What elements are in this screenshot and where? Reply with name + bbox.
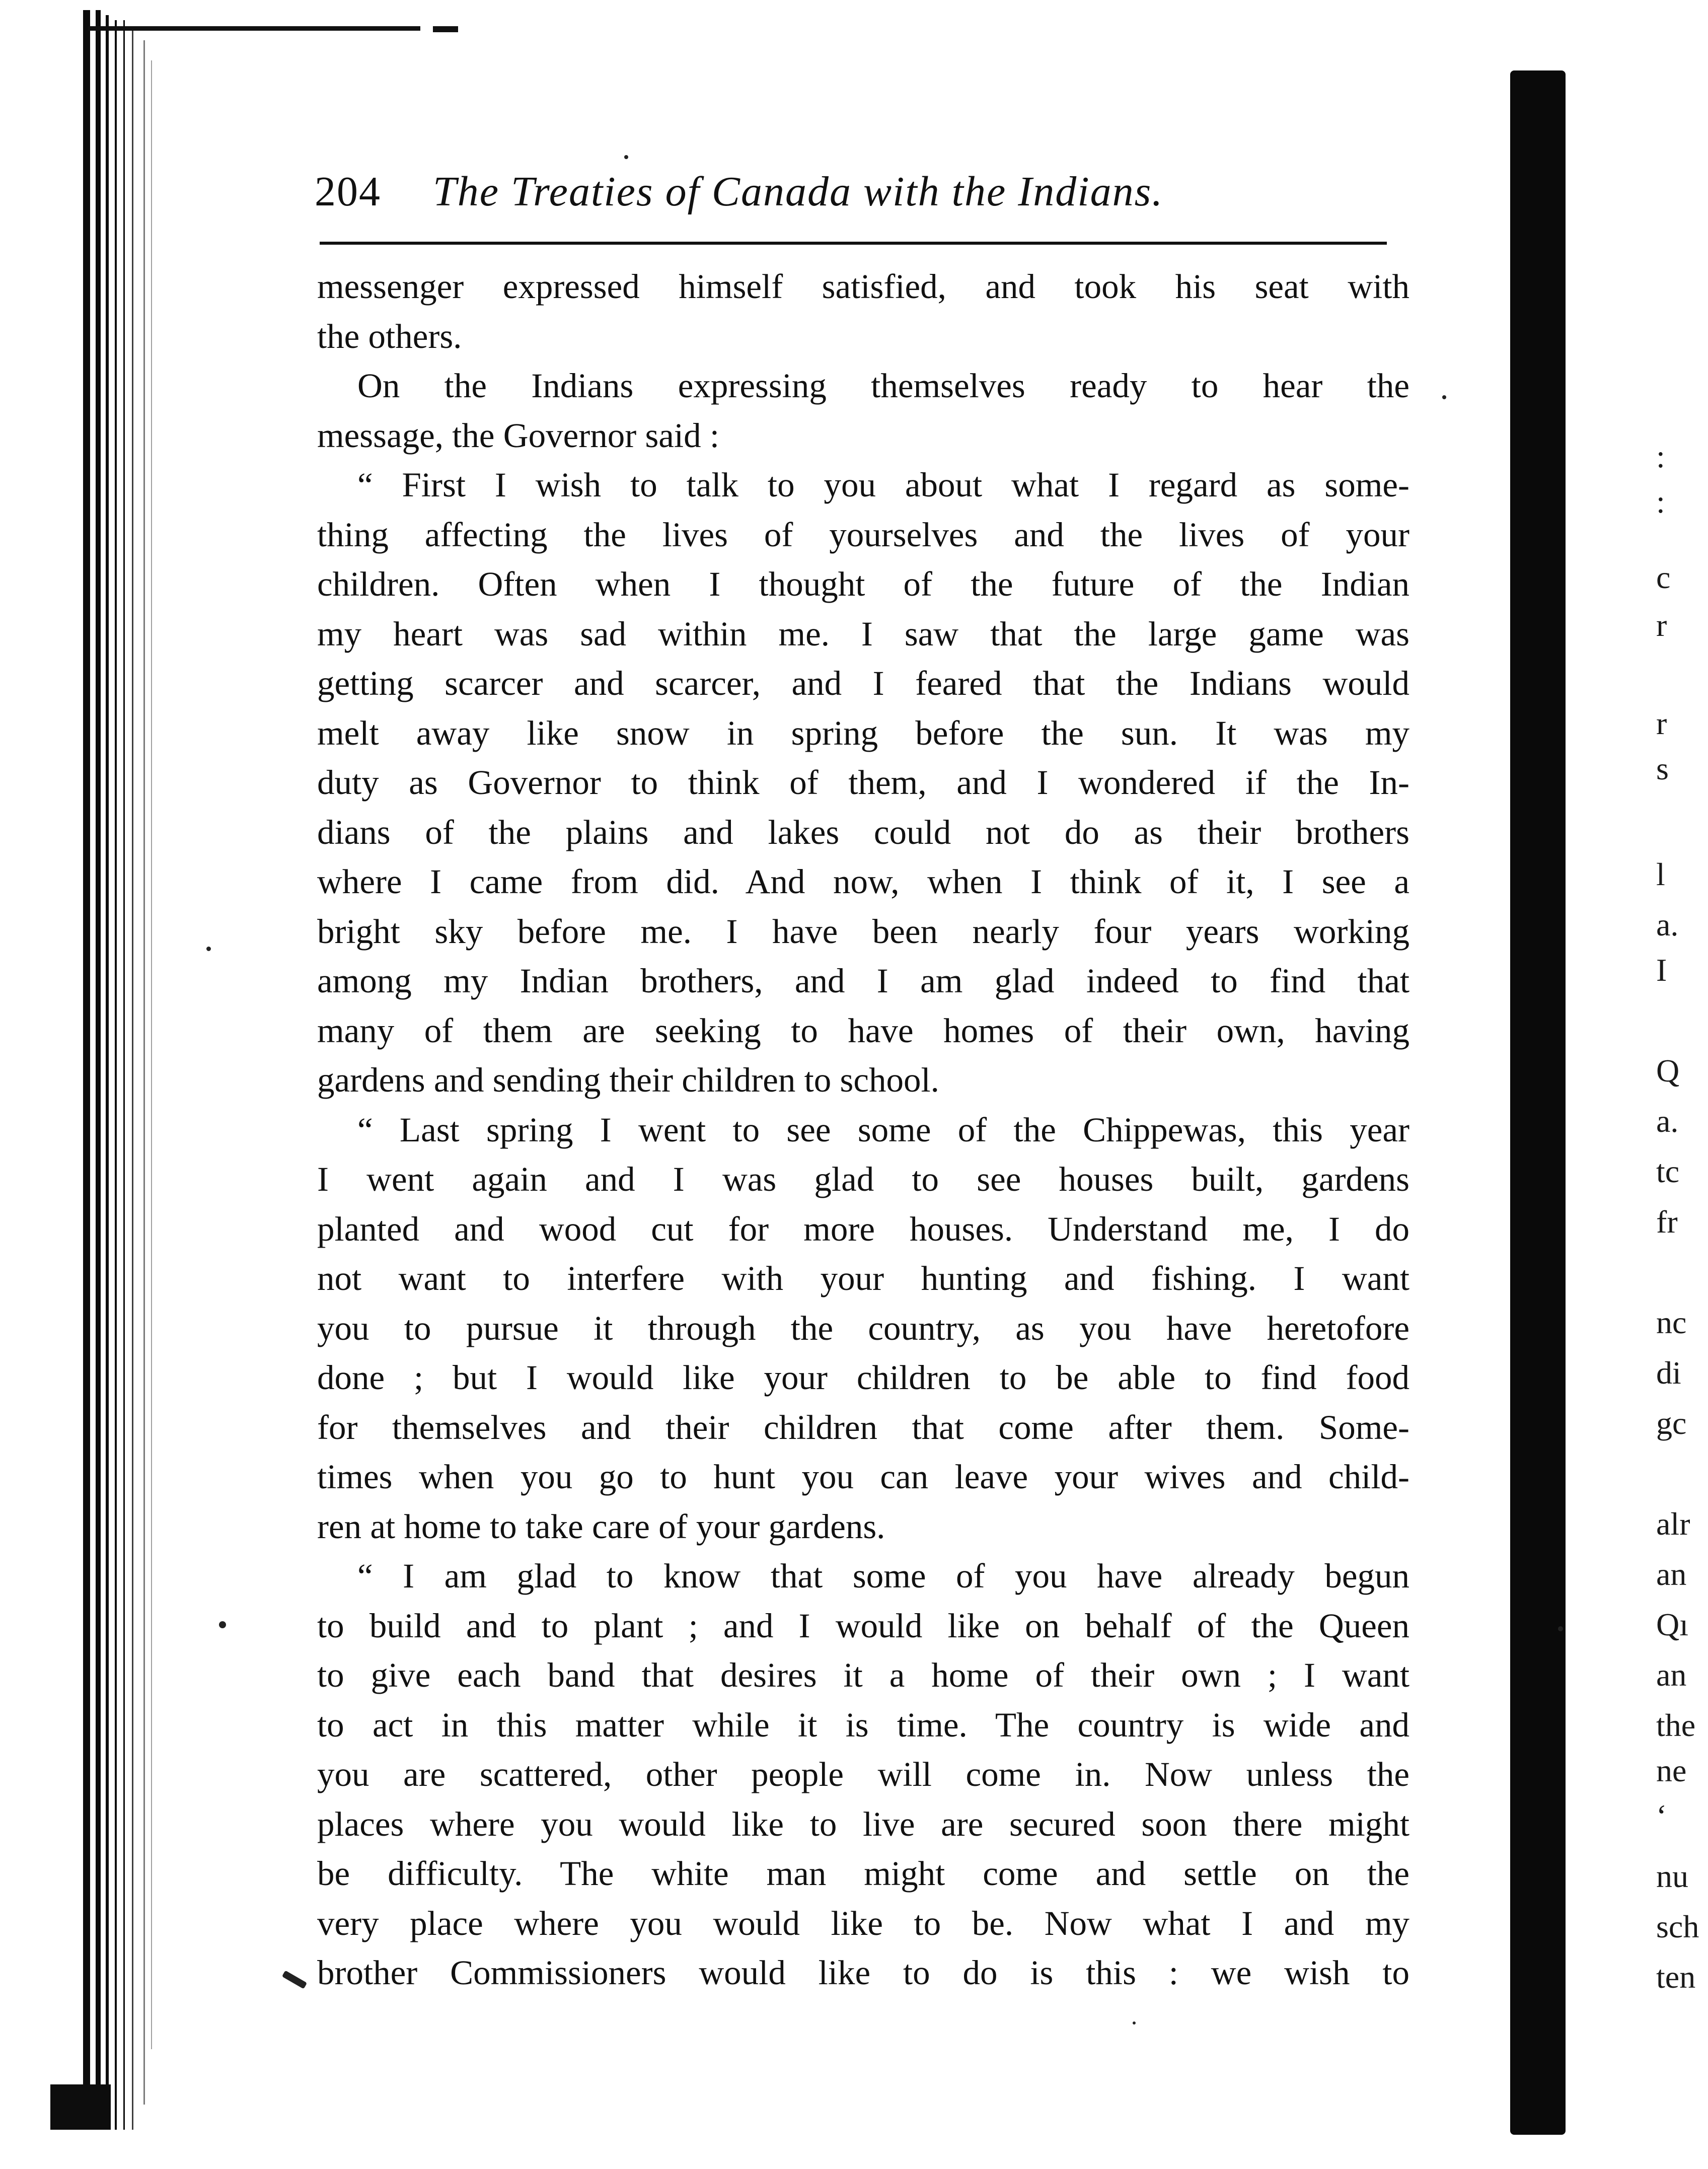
text-line: melt away like snow in spring before the sun. It was my <box>317 713 1409 752</box>
facing-fragment: c <box>1656 559 1671 595</box>
text-line: not want to interfere with your hunting and fishing. I want <box>317 1259 1409 1297</box>
text-line: you to pursue it through the country, as you have heretofore <box>317 1309 1409 1347</box>
facing-fragment: ten <box>1656 1959 1696 1995</box>
facing-fragment: alr <box>1656 1506 1690 1542</box>
facing-fragment: gc <box>1656 1405 1687 1441</box>
header-rule <box>320 242 1387 245</box>
text-line: planted and wood cut for more houses. Understand me, I do <box>317 1209 1409 1248</box>
facing-fragment: di <box>1656 1355 1681 1391</box>
facing-fragment: sch <box>1656 1909 1699 1944</box>
facing-fragment: ne <box>1656 1753 1687 1788</box>
text-line: to give each band that desires it a home of their own ; I want <box>317 1656 1409 1694</box>
text-line: getting scarcer and scarcer, and I feared that the Indians would <box>317 664 1409 702</box>
scan-speck <box>1442 395 1446 399</box>
text-line: I went again and I was glad to see houses built, gardens <box>317 1160 1409 1198</box>
text-line: among my Indian brothers, and I am glad indeed to find that <box>317 962 1409 1000</box>
right-page-edge <box>1510 70 1566 2135</box>
text-line: message, the Governor said : <box>317 416 720 455</box>
facing-fragment: nu <box>1656 1858 1688 1894</box>
scan-top-tick <box>433 26 458 32</box>
text-line: children. Often when I thought of the future of the Indian <box>317 565 1409 603</box>
body-text <box>317 262 1409 1998</box>
scan-speck <box>282 1970 307 1989</box>
text-line: for themselves and their children that come after them. Some- <box>317 1408 1409 1447</box>
paragraph-start-line: “ Last spring I went to see some of the Chippewas, this year <box>357 1110 1409 1149</box>
text-line: the others. <box>317 317 462 355</box>
text-line: you are scattered, other people will come in. Now unless the <box>317 1755 1409 1793</box>
scan-speck <box>206 947 211 951</box>
facing-fragment: : <box>1656 439 1665 474</box>
facing-fragment: a. <box>1656 1103 1679 1139</box>
scan-top-rule <box>88 26 420 31</box>
text-line: very place where you would like to be. Now what I and my <box>317 1904 1409 1942</box>
text-line: messenger expressed himself satisfied, and took his seat with <box>317 267 1409 306</box>
text-line: to act in this matter while it is time. The country is wide and <box>317 1705 1409 1744</box>
paragraph-start-line: “ I am glad to know that some of you have already begun <box>357 1557 1409 1595</box>
text-line: duty as Governor to think of them, and I wondered if the In- <box>317 763 1409 802</box>
text-line: bright sky before me. I have been nearly four years working <box>317 912 1409 951</box>
text-line: be difficulty. The white man might come and settle on the <box>317 1854 1409 1893</box>
text-line: many of them are seeking to have homes of their own, having <box>317 1011 1409 1050</box>
facing-fragment: l <box>1656 856 1665 892</box>
text-line: thing affecting the lives of yourselves and the lives of your <box>317 515 1409 554</box>
facing-fragment: fr <box>1656 1204 1678 1240</box>
scan-speck <box>624 155 628 159</box>
paragraph-start-line: “ First I wish to talk to you about what I regard as some- <box>357 466 1409 504</box>
facing-fragment: Q <box>1656 1053 1680 1089</box>
facing-fragment: r <box>1656 607 1667 643</box>
facing-fragment: an <box>1656 1556 1687 1592</box>
text-line: dians of the plains and lakes could not do as their brothers <box>317 813 1409 851</box>
text-line: gardens and sending their children to school. <box>317 1061 939 1099</box>
scan-speck <box>219 1621 226 1628</box>
running-title: The Treaties of Canada with the Indians. <box>433 168 1164 215</box>
paragraph-start-line: On the Indians expressing themselves ready to hear the <box>357 367 1409 405</box>
facing-fragment: tc <box>1656 1153 1680 1189</box>
text-line: places where you would like to live are secured soon there might <box>317 1804 1409 1843</box>
text-line: my heart was sad within me. I saw that the large game was <box>317 614 1409 653</box>
facing-page-fragments <box>1651 151 1708 2115</box>
text-line: times when you go to hunt you can leave your wives and child- <box>317 1458 1409 1496</box>
text-line: to build and to plant ; and I would like on behalf of the Queen <box>317 1606 1409 1645</box>
page-header <box>315 161 1392 216</box>
facing-fragment: the <box>1656 1707 1696 1743</box>
facing-fragment: I <box>1656 952 1667 988</box>
binding-edge <box>0 0 181 2169</box>
text-line: brother Commissioners would like to do is this : we wish to <box>317 1954 1409 1992</box>
text-line: ren at home to take care of your gardens. <box>317 1507 885 1546</box>
scan-speck <box>1133 2021 1136 2025</box>
facing-fragment: Qı <box>1656 1607 1688 1642</box>
text-line: done ; but I would like your children to be able to find food <box>317 1358 1409 1397</box>
facing-fragment: nc <box>1656 1305 1687 1340</box>
facing-fragment: ‘ <box>1656 1798 1667 1834</box>
text-line: where I came from did. And now, when I think of it, I see a <box>317 862 1409 901</box>
facing-fragment: r <box>1656 705 1667 741</box>
facing-fragment: an <box>1656 1657 1687 1693</box>
facing-fragment: s <box>1656 751 1669 786</box>
page-number: 204 <box>315 168 381 215</box>
facing-fragment: : <box>1656 484 1665 520</box>
facing-fragment: a. <box>1656 907 1679 943</box>
scan-speck <box>1558 1626 1563 1631</box>
